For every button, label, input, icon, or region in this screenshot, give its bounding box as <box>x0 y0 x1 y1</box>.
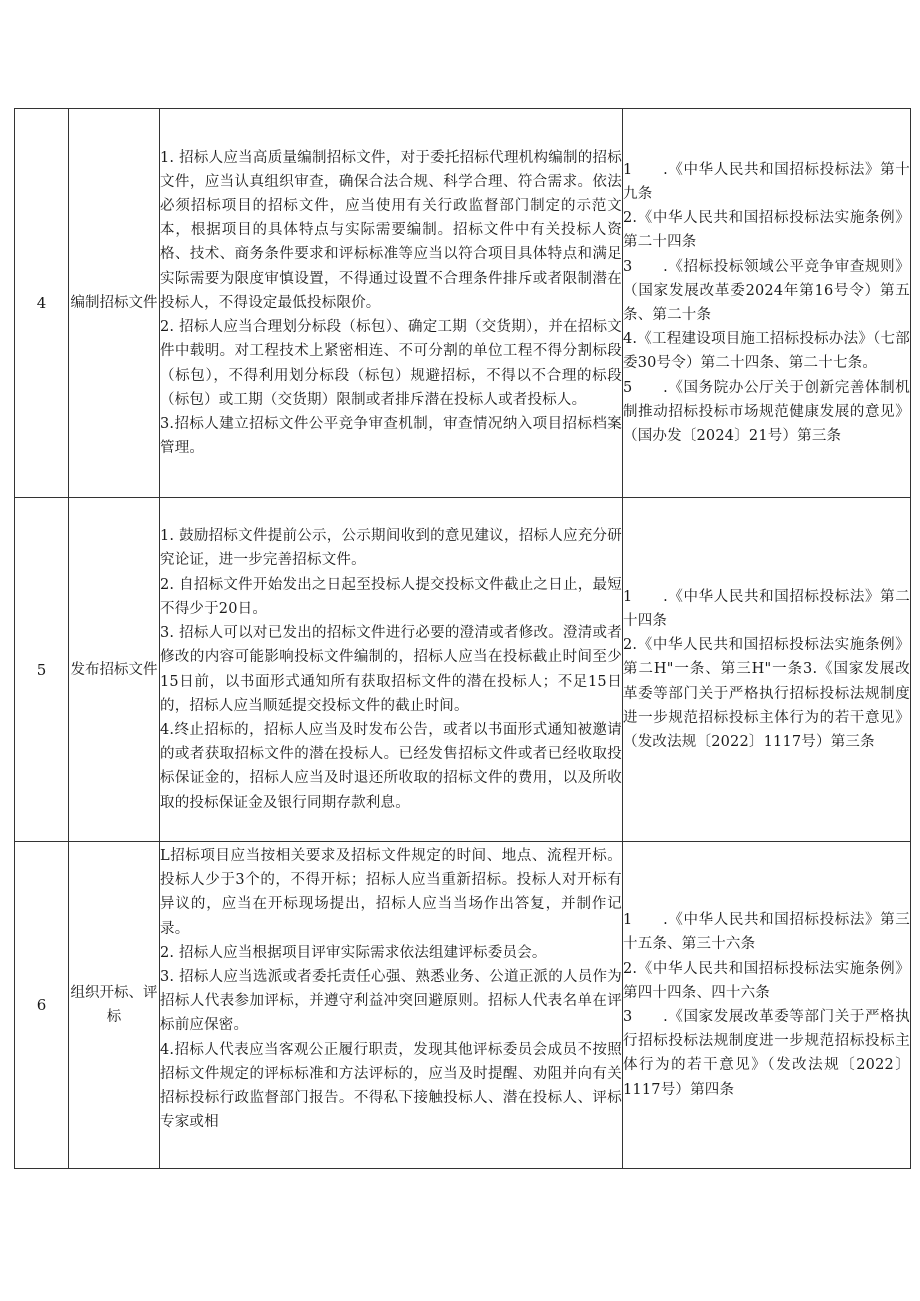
requirement-item: 1. 鼓励招标文件提前公示，公示期间收到的意见建议，招标人应充分研究论证，进一步完善招标文件。 <box>160 528 622 569</box>
basis-item: 3 .《国家发展改革委等部门关于严格执行招标投标法规制度进一步规范招标投标主体行为的若干意见》（发改法规〔2022〕1117号）第四条 <box>623 1009 910 1098</box>
requirement-item: 1. 招标人应当高质量编制招标文件，对于委托招标代理机构编制的招标文件，应当认真组织审查，确保合法合规、科学合理、符合需求。依法必须招标项目的招标文件，应当使用有关行政监督部门制定的示范文本，根据项目的具体特点与实际需要编制。招标文件中有关投标人资格、技术、商务条件要求和评标标准等应当以符合项目具体特点和满足实际需要为限度审慎设置，不得通过设置不合理条件排斥或者限制潜在投标人，不得设定最低投标限价。 <box>160 149 622 311</box>
legal-basis-cell <box>623 842 911 1169</box>
basis-item: 4.《工程建设项目施工招标投标办法》（七部委30号令）第二十四条、第二十七条。 <box>623 331 910 372</box>
requirement-item: 3. 招标人可以对已发出的招标文件进行必要的澄清或者修改。澄清或者修改的内容可能影响投标文件编制的，招标人应当在投标截止时间至少15日前，以书面形式通知所有获取招标文件的潜在投标人；不足15日的，招标人应当顺延提交投标文件的截止时间。 <box>160 625 622 714</box>
table-row <box>15 842 911 1169</box>
step-name: 编制招标文件 <box>69 109 160 498</box>
requirements-cell <box>160 842 623 1169</box>
requirement-item: 3.招标人建立招标文件公平竞争审查机制，审查情况纳入项目招标档案管理。 <box>160 415 622 457</box>
basis-item: 5 .《国务院办公厅关于创新完善体制机制推动招标投标市场规范健康发展的意见》（国办发〔2024〕21号）第三条 <box>623 379 910 445</box>
requirement-item: 2. 自招标文件开始发出之日起至投标人提交投标文件截止之日止，最短不得少于20日。 <box>160 576 622 617</box>
row-number: 6 <box>15 842 69 1169</box>
basis-item: 2.《中华人民共和国招标投标法实施条例》第二十四条 <box>623 210 910 251</box>
row-number: 4 <box>15 109 69 498</box>
basis-item: 1 .《中华人民共和国招标投标法》第十九条 <box>623 161 910 202</box>
requirement-item: 2. 招标人应当根据项目评审实际需求依法组建评标委员会。 <box>160 944 547 961</box>
basis-item: 2.《中华人民共和国招标投标法实施条例》第四十四条、四十六条 <box>623 960 910 1001</box>
requirements-cell <box>160 109 623 498</box>
step-name: 发布招标文件 <box>69 498 160 842</box>
requirements-cell <box>160 498 623 842</box>
requirement-item: L招标项目应当按相关要求及招标文件规定的时间、地点、流程开标。投标人少于3个的，不得开标；招标人应当重新招标。投标人对开标有异议的，应当在开标现场提出，招标人应当当场作出答复，并制作记录。 <box>160 848 622 937</box>
basis-item: 3 .《招标投标领域公平竞争审查规则》（国家发展改革委2024年第16号令）第五条、第二十条 <box>623 258 910 323</box>
requirement-item: 4.招标人代表应当客观公正履行职责，发现其他评标委员会成员不按照招标文件规定的评标标准和方法评标的，应当及时提醒、劝阻并向有关招标投标行政监督部门报告。不得私下接触投标人、潜在投标人、评标专家或相 <box>160 1041 622 1131</box>
requirement-item: 2. 招标人应当合理划分标段（标包）、确定工期（交货期），并在招标文件中载明。对工程技术上紧密相连、不可分割的单位工程不得分割标段（标包），不得利用划分标段（标包）规避招标，不得以不合理的标段（标包）或工期（交货期）限制或者排斥潜在投标人或者投标人。 <box>160 319 622 408</box>
procurement-rules-table <box>14 108 911 1169</box>
requirement-item: 3. 招标人应当选派或者委托责任心强、熟悉业务、公道正派的人员作为招标人代表参加评标，并遵守利益冲突回避原则。招标人代表名单在评标前应保密。 <box>160 969 622 1034</box>
legal-basis-cell <box>623 109 911 498</box>
basis-item: 1 .《中华人民共和国招标投标法》第三十五条、第三十六条 <box>623 912 910 953</box>
basis-item: 2.《中华人民共和国招标投标法实施条例》第二H"一条、第三H"一条3.《国家发展改革委等部门关于严格执行招标投标法规制度进一步规范招标投标主体行为的若干意见》（发改法规〔2022〕1117号）第三条 <box>623 637 910 750</box>
table-row <box>15 109 911 498</box>
row-number: 5 <box>15 498 69 842</box>
step-name: 组织开标、评标 <box>69 842 160 1169</box>
basis-item: 1 .《中华人民共和国招标投标法》第二十四条 <box>623 588 910 629</box>
requirement-item: 4.终止招标的，招标人应当及时发布公告，或者以书面形式通知被邀请的或者获取招标文件的潜在投标人。已经发售招标文件或者已经收取投标保证金的，招标人应当及时退还所收取的招标文件的费用，以及所收取的投标保证金及银行同期存款利息。 <box>160 721 622 811</box>
table-row <box>15 498 911 842</box>
legal-basis-cell <box>623 498 911 842</box>
